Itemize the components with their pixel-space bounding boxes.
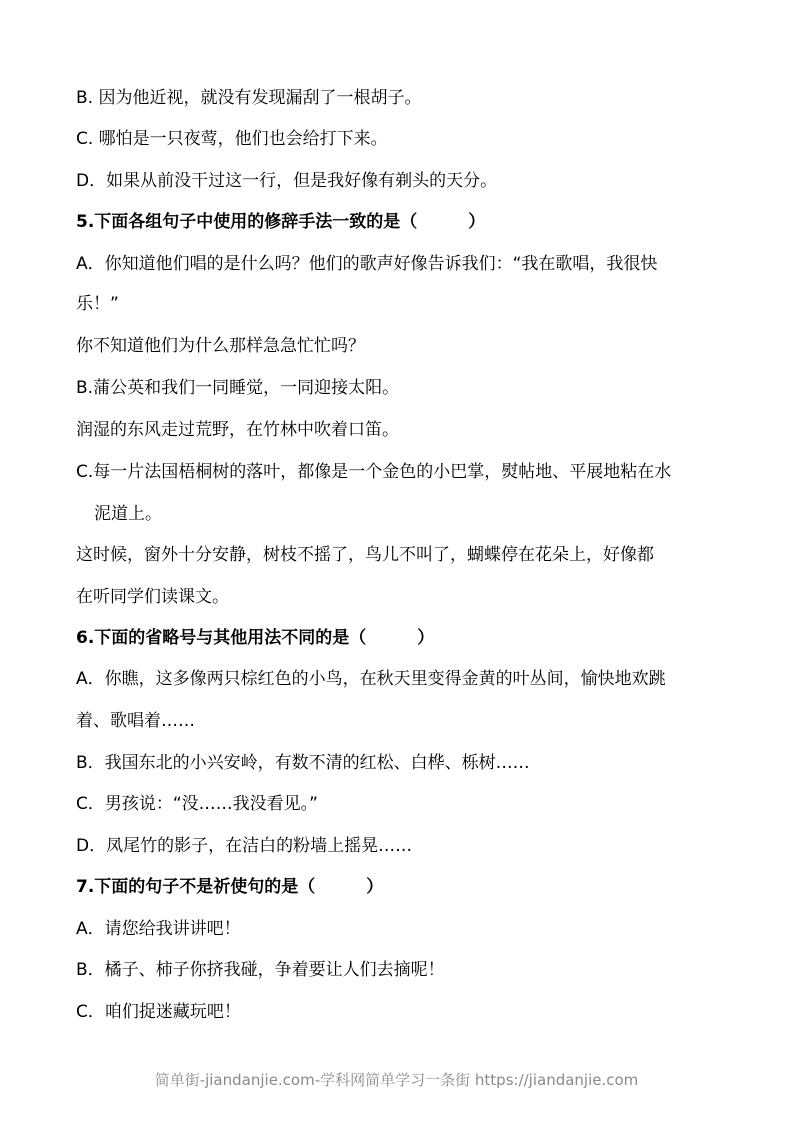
question-title: 7.下面的句子不是祈使句的是（ ）: [76, 877, 384, 897]
option-text: C. 哪怕是一只夜莺，他们也会给打下来。: [76, 129, 388, 149]
option-text: C.每一片法国梧桐树的落叶，都像是一个金色的小巴掌，熨帖地、平展地粘在水: [76, 462, 672, 482]
option-text: B．我国东北的小兴安岭，有数不清的红松、白桦、栎树……: [76, 753, 530, 773]
option-text: C．男孩说：“没……我没看见。”: [76, 794, 318, 814]
option-text: C．咱们捉迷藏玩吧！: [76, 1002, 241, 1022]
option-text: 乐！”: [76, 294, 119, 314]
option-text: 着、歌唱着……: [76, 711, 195, 731]
option-text: D．如果从前没干过这一行，但是我好像有剃头的天分。: [76, 171, 498, 191]
option-text: A．请您给我讲讲吧！: [76, 919, 241, 939]
option-text: 在听同学们读课文。: [76, 587, 229, 607]
option-text: 这时候，窗外十分安静，树枝不摇了，鸟儿不叫了，蝴蝶停在花朵上，好像都: [76, 545, 654, 565]
option-text: 你不知道他们为什么那样急急忙忙吗？: [76, 336, 365, 356]
option-text: B. 因为他近视，就没有发现漏刮了一根胡子。: [76, 88, 422, 108]
option-text: B.蒲公英和我们一同睡觉，一同迎接太阳。: [76, 378, 400, 398]
option-text: D．凤尾竹的影子，在洁白的粉墙上摇晃……: [76, 836, 413, 856]
option-text: B．橘子、柿子你挤我碰，争着要让人们去摘呢！: [76, 960, 445, 980]
question-title: 6.下面的省略号与其他用法不同的是（ ）: [76, 628, 435, 648]
option-text: 润湿的东风走过荒野，在竹林中吹着口笛。: [76, 420, 399, 440]
option-text: A．你知道他们唱的是什么吗？他们的歌声好像告诉我们：“我在歌唱，我很快: [76, 254, 658, 274]
page-footer: 简单街-jiandanjie.com-学科网简单学习一条街 https://jiandanjie.com: [154, 1071, 639, 1089]
option-text: A．你瞧，这多像两只棕红色的小鸟，在秋天里变得金黄的叶丛间，愉快地欢跳: [76, 669, 666, 689]
question-title: 5.下面各组句子中使用的修辞手法一致的是（ ）: [76, 212, 486, 232]
option-text: 泥道上。: [94, 504, 162, 524]
